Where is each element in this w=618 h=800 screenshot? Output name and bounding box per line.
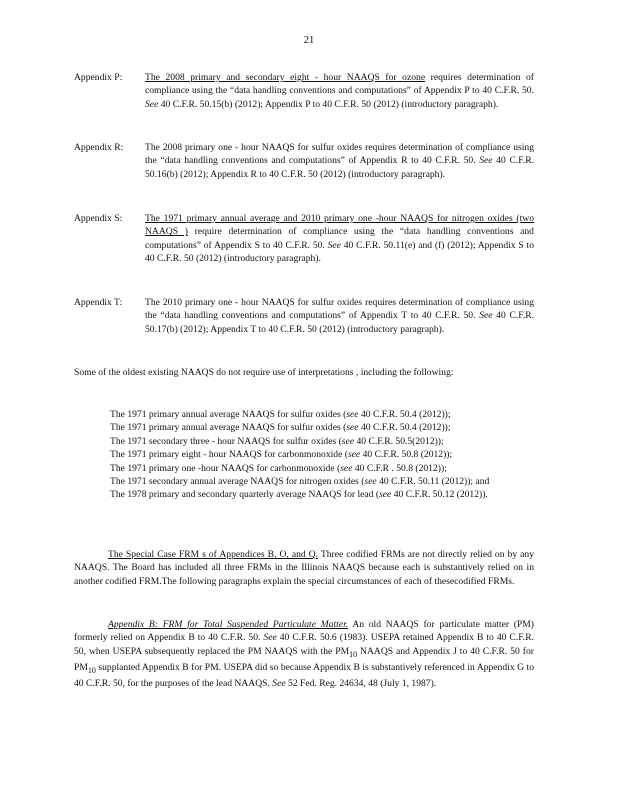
section-heading: Appendix B: FRM for Total Suspended Particulate Matter. <box>108 619 349 630</box>
paragraph-text: Three codified FRMs are not directly relied on by any NAAQS. The Board has included all three FRMs in the Illinois NAAQS because each is substantively relied on in another codified FRM.The following paragraphs explain the special circumstances of each of thesecodified FRMs. <box>74 549 535 587</box>
appendix-body <box>145 296 534 336</box>
appendix-b-paragraph: Appendix B: FRM for Total Suspended Particulate Matter. An old NAAQS for particulate matter (PM) formerly relied on Appendix B to 40 C.F.R. 50. See 40 C.F.R. 50.6 (1983). USEPA retained Appendix B to 40 C.F.R. 50, when USEPA subsequently replaced the PM NAAQS with the $PM_{10}$ NAAQS and Appendix J to 40 C.F.R. 50 for $PM_{10}$ supplanted Appendix B for PM. USEPA did so because Appendix B is substantively referenced in Appendix G to 40 C.F.R. 50, for the purposes of the lead NAAQS. See 52 Fed. Reg. 24634, 48 (July 1, 1987). <box>74 619 534 690</box>
appendix-body <box>145 141 534 181</box>
naaqs-list <box>110 408 534 502</box>
appendix-text: The 2008 primary one - hour NAAQS for sulfur oxides requires determination of compliance using the “data handling conventions and computations” of Appendix R to 40 C.F.R. 50. <box>145 142 534 167</box>
special-case-paragraph <box>74 548 534 588</box>
appendix-r-entry <box>74 141 534 181</box>
list-item: The 1971 secondary annual average NAAQS for nitrogen oxides (see 40 C.F.R. 50.11 (2012)); and <box>110 476 490 488</box>
appendix-label: Appendix T: <box>74 297 123 308</box>
appendix-text: The 2010 primary one - hour NAAQS for sulfur oxides requires determination of compliance using the “data handling conventions and computations” of Appendix T to 40 C.F.R. 50. <box>145 297 534 322</box>
list-item: The 1971 primary eight - hour NAAQS for carbonmonoxide (see 40 C.F.R. 50.8 (2012)); <box>110 449 453 461</box>
page-number: 21 <box>303 35 315 46</box>
list-item: The 1971 primary annual average NAAQS for sulfur oxides (see 40 C.F.R. 50.4 (2012)); <box>110 422 451 434</box>
appendix-p-entry <box>74 71 534 111</box>
see-signal: See <box>479 310 493 322</box>
appendix-lead: The 2008 primary and secondary eight - hour NAAQS for ozone <box>145 72 426 83</box>
list-item: The 1971 secondary three - hour NAAQS for sulfur oxides (see 40 C.F.R. 50.5(2012)); <box>110 435 444 447</box>
appendix-label: Appendix P: <box>74 72 123 83</box>
appendix-citation: 40 C.F.R. 50.15(b) (2012); Appendix P to 40 C.F.R. 50 (2012) (introductory paragraph). <box>158 98 499 110</box>
appendix-t-entry <box>74 296 534 336</box>
see-signal: See <box>479 155 493 167</box>
list-item: The 1971 primary annual average NAAQS for sulfur oxides (see 40 C.F.R. 50.4 (2012)); <box>110 409 451 420</box>
list-item: The 1978 primary and secondary quarterly average NAAQS for lead (see 40 C.F.R. 50.12 (2012)). <box>110 489 488 501</box>
appendix-body <box>145 71 534 111</box>
appendix-citation: 40 C.F.R. 50.17(b) (2012); Appendix T to 40 C.F.R. 50 (2012) (introductory paragraph). <box>145 310 535 335</box>
list-item: The 1971 primary one -hour NAAQS for carbonmonoxide (see 40 C.F.R . 50.8 (2012)); <box>110 462 447 474</box>
appendix-citation: 40 C.F.R. 50.16(b) (2012); Appendix R to 40 C.F.R. 50 (2012) (introductory paragraph). <box>145 155 534 180</box>
appendix-label: Appendix R: <box>74 142 124 153</box>
appendix-s-entry <box>74 212 534 266</box>
section-heading: The Special Case FRM s of Appendices B, O, and Q. <box>108 549 319 560</box>
appendix-text: require determination of compliance using the “data handling conventions and computations” of Appendix S to 40 C.F.R. 50. <box>145 226 534 251</box>
appendix-lead: The 1971 primary annual average and 2010 primary one -hour NAAQS for nitrogen oxides (two NAAQS ) <box>145 213 534 238</box>
appendix-body <box>145 212 534 266</box>
appendix-label: Appendix S: <box>74 213 123 224</box>
appendix-citation: 40 C.F.R. 50.11(e) and (f) (2012); Appendix S to 40 C.F.R. 50 (2012) (introductory paragraph). <box>145 239 534 265</box>
see-signal: See <box>327 239 341 251</box>
see-signal: See <box>145 98 159 110</box>
appendix-text: requires determination of compliance using the “data handling conventions and computations” of Appendix P to 40 C.F.R. 50. <box>145 72 534 97</box>
intro-paragraph: Some of the oldest existing NAAQS do not require use of interpretations , including the following: <box>74 367 454 378</box>
